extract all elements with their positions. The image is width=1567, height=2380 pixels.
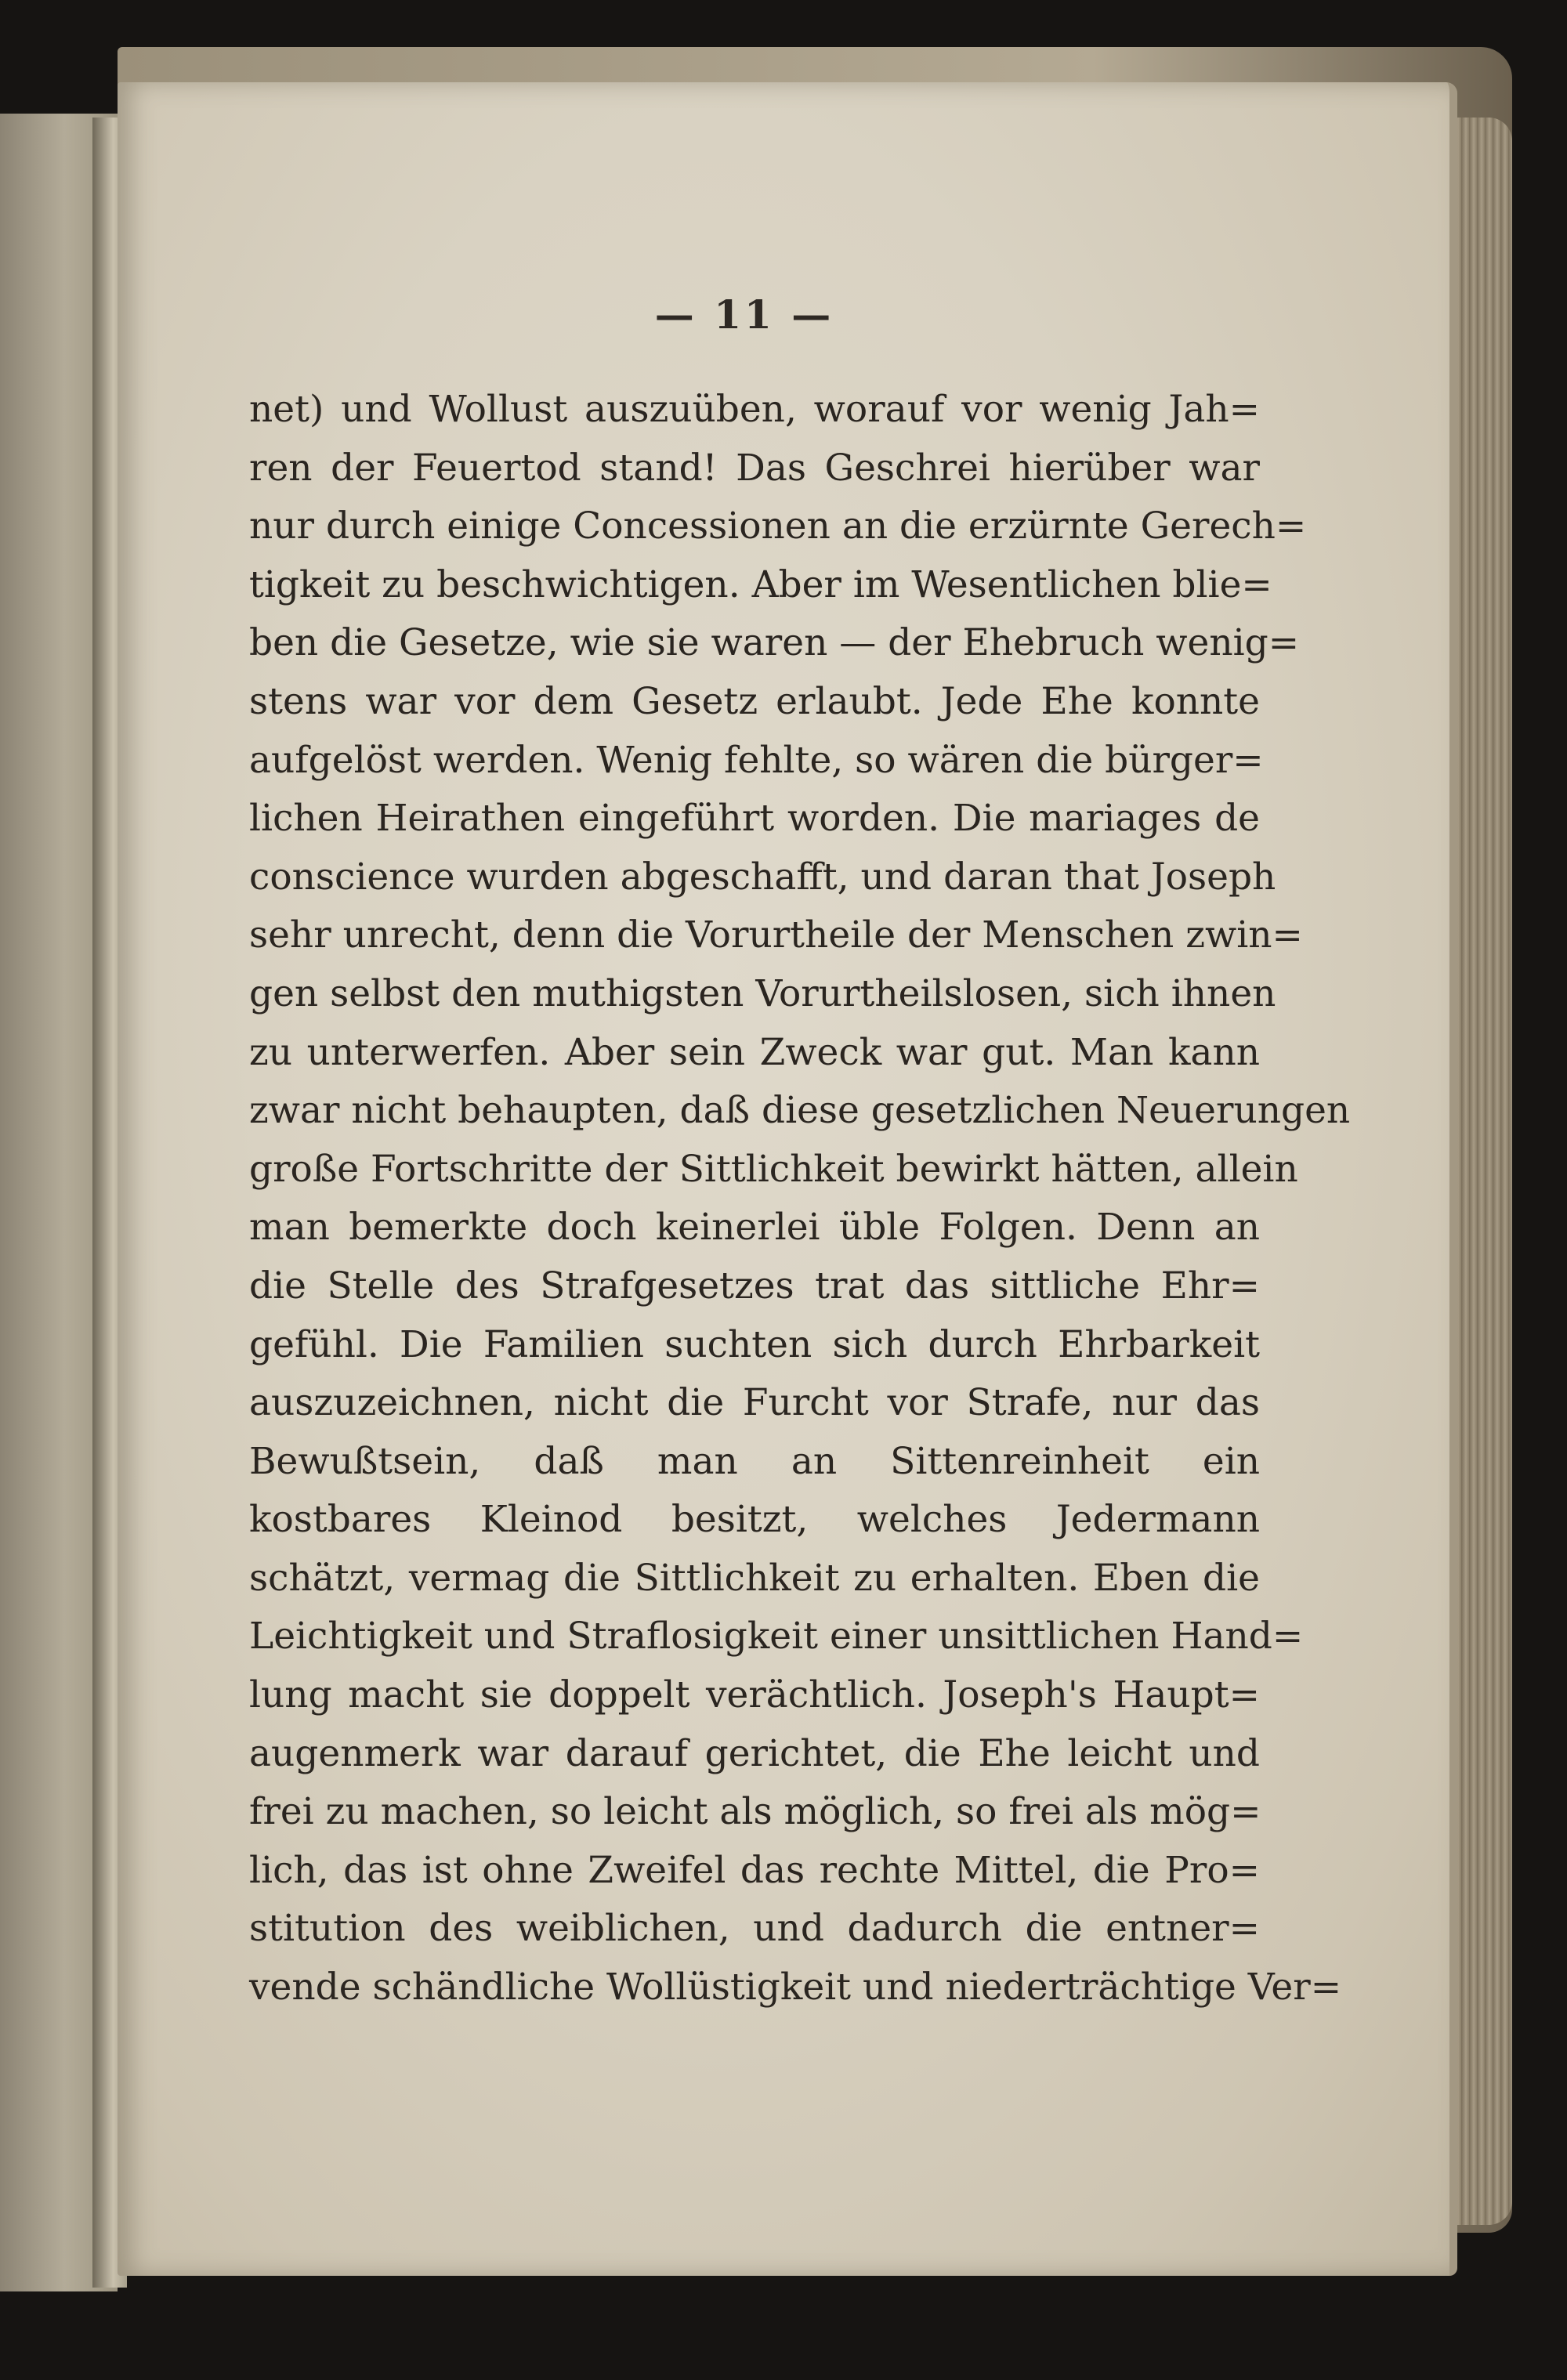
text-line: sehr unrecht, denn die Vorurtheile der Menschen zwin= xyxy=(249,913,1303,957)
text-line: conscience wurden abgeschafft, und daran that Joseph xyxy=(249,855,1276,899)
text-line: stitution des weiblichen, und dadurch die entner= xyxy=(249,1907,1260,1951)
text-line: Leichtigkeit und Straflosigkeit einer unsittlichen Hand= xyxy=(249,1615,1304,1658)
text-line: auszuzeichnen, nicht die Furcht vor Strafe, nur das xyxy=(249,1381,1260,1425)
text-line: man bemerkte doch keinerlei üble Folgen. Denn an xyxy=(249,1206,1260,1250)
text-line: gen selbst den muthigsten Vorurtheilslosen, sich ihnen xyxy=(249,971,1276,1015)
text-line: ren der Feuertod stand! Das Geschrei hierüber war xyxy=(249,446,1260,490)
text-line: große Fortschritte der Sittlichkeit bewirkt hätten, allein xyxy=(249,1147,1298,1191)
text-line: ben die Gesetze, wie sie waren — der Ehebruch wenig= xyxy=(249,621,1300,665)
text-line: aufgelöst werden. Wenig fehlte, so wären die bürger= xyxy=(249,738,1264,782)
body-text xyxy=(249,381,1351,2017)
page-number: — 11 — xyxy=(654,291,834,338)
text-line: schätzt, vermag die Sittlichkeit zu erhalten. Eben die xyxy=(249,1556,1260,1600)
text-line: tigkeit zu beschwichtigen. Aber im Wesentlichen blie= xyxy=(249,562,1272,606)
text-line: frei zu machen, so leicht als möglich, so frei als mög= xyxy=(249,1790,1261,1834)
text-line: zwar nicht behaupten, daß diese gesetzlichen Neuerungen xyxy=(249,1089,1351,1133)
text-line: die Stelle des Strafgesetzes trat das sittliche Ehr= xyxy=(249,1264,1260,1308)
text-line: net) und Wollust auszuüben, worauf vor wenig Jah= xyxy=(249,388,1260,431)
text-line: lung macht sie doppelt verächtlich. Joseph's Haupt= xyxy=(249,1673,1260,1717)
text-line: vende schändliche Wollüstigkeit und niederträchtige Ver= xyxy=(249,1966,1342,2009)
text-line: zu unterwerfen. Aber sein Zweck war gut. Man kann xyxy=(249,1030,1260,1074)
text-line: lich, das ist ohne Zweifel das rechte Mittel, die Pro= xyxy=(249,1848,1260,1892)
text-line: lichen Heirathen eingeführt worden. Die mariages de xyxy=(249,797,1260,841)
text-line: gefühl. Die Familien suchten sich durch Ehrbarkeit xyxy=(249,1322,1260,1366)
text-line: nur durch einige Concessionen an die erzürnte Gerech= xyxy=(249,505,1307,548)
text-line: Bewußtsein, daß man an Sittenreinheit ein xyxy=(249,1439,1260,1483)
text-line: stens war vor dem Gesetz erlaubt. Jede Ehe konnte xyxy=(249,679,1260,723)
text-line: augenmerk war darauf gerichtet, die Ehe leicht und xyxy=(249,1731,1260,1775)
text-line: kostbares Kleinod besitzt, welches Jedermann xyxy=(249,1498,1260,1542)
